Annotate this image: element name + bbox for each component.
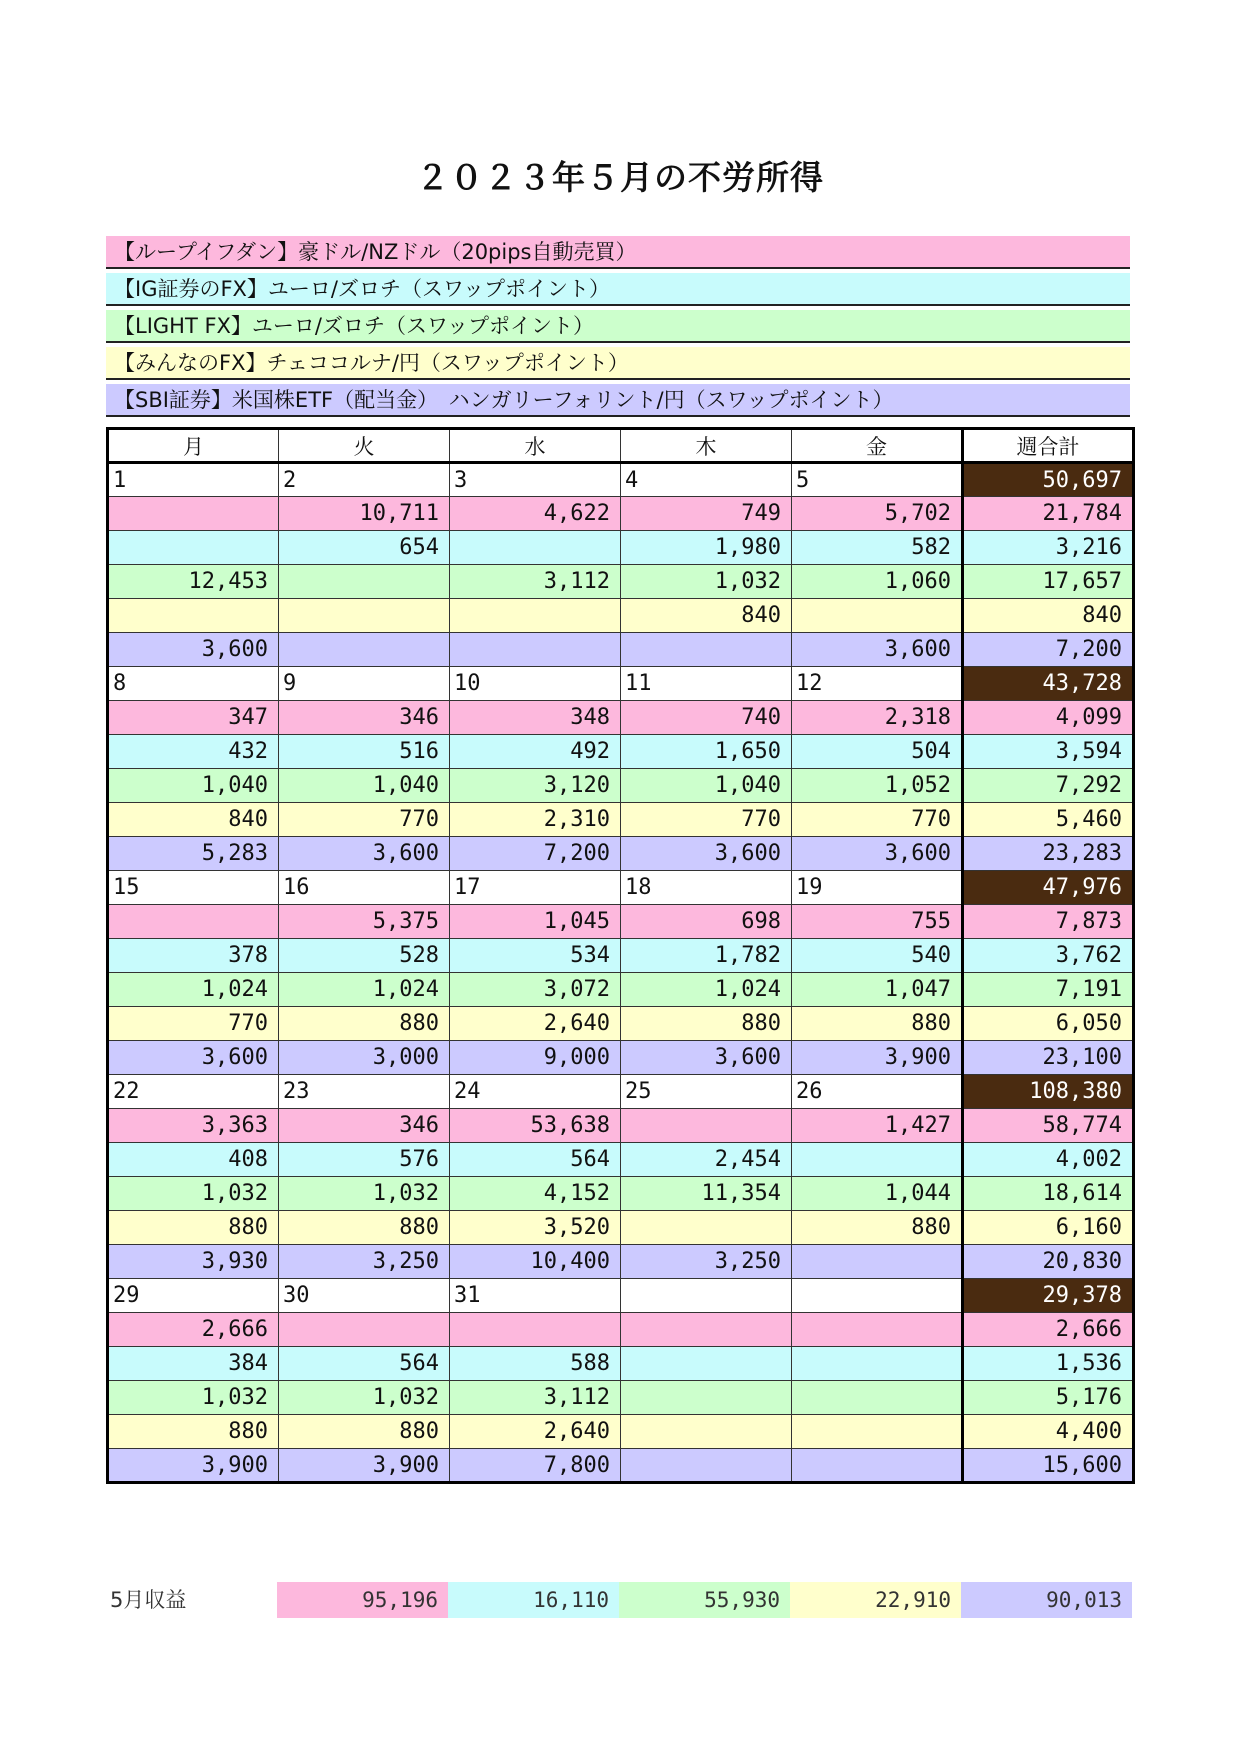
week-total-cell: 43,728 bbox=[963, 667, 1134, 701]
week-total-cell: 108,380 bbox=[963, 1075, 1134, 1109]
value-cell: 1,032 bbox=[279, 1177, 450, 1211]
row-total-cell: 7,292 bbox=[963, 769, 1134, 803]
value-cell: 880 bbox=[108, 1415, 279, 1449]
date-cell: 26 bbox=[792, 1075, 963, 1109]
date-cell: 2 bbox=[279, 463, 450, 497]
value-cell bbox=[450, 633, 621, 667]
row-total-cell: 21,784 bbox=[963, 497, 1134, 531]
date-cell: 9 bbox=[279, 667, 450, 701]
row-total-cell: 58,774 bbox=[963, 1109, 1134, 1143]
value-cell bbox=[792, 1347, 963, 1381]
row-total-cell: 6,160 bbox=[963, 1211, 1134, 1245]
week-total-cell: 29,378 bbox=[963, 1279, 1134, 1313]
date-cell: 16 bbox=[279, 871, 450, 905]
value-cell: 840 bbox=[108, 803, 279, 837]
value-cell: 2,454 bbox=[621, 1143, 792, 1177]
value-cell: 3,000 bbox=[279, 1041, 450, 1075]
value-cell: 5,702 bbox=[792, 497, 963, 531]
date-cell: 3 bbox=[450, 463, 621, 497]
income-calendar-table bbox=[106, 427, 1135, 1484]
date-cell: 24 bbox=[450, 1075, 621, 1109]
value-cell bbox=[450, 1313, 621, 1347]
value-cell bbox=[792, 1415, 963, 1449]
row-sbi bbox=[108, 837, 1134, 871]
value-cell: 3,600 bbox=[108, 633, 279, 667]
week-date-row bbox=[108, 871, 1134, 905]
date-cell: 19 bbox=[792, 871, 963, 905]
value-cell: 2,640 bbox=[450, 1007, 621, 1041]
row-total-cell: 5,176 bbox=[963, 1381, 1134, 1415]
row-minna-fx bbox=[108, 1007, 1134, 1041]
value-cell: 1,032 bbox=[279, 1381, 450, 1415]
row-total-cell: 23,100 bbox=[963, 1041, 1134, 1075]
value-cell: 2,640 bbox=[450, 1415, 621, 1449]
value-cell: 384 bbox=[108, 1347, 279, 1381]
value-cell: 698 bbox=[621, 905, 792, 939]
legend bbox=[106, 236, 1130, 421]
summary-sbi: 90,013 bbox=[961, 1582, 1132, 1618]
summary-minna-fx: 22,910 bbox=[790, 1582, 961, 1618]
row-total-cell: 1,536 bbox=[963, 1347, 1134, 1381]
row-ig-fx bbox=[108, 1143, 1134, 1177]
value-cell: 1,032 bbox=[108, 1177, 279, 1211]
value-cell: 12,453 bbox=[108, 565, 279, 599]
header-wed: 水 bbox=[450, 429, 621, 463]
value-cell: 4,622 bbox=[450, 497, 621, 531]
value-cell: 516 bbox=[279, 735, 450, 769]
date-cell: 17 bbox=[450, 871, 621, 905]
row-loop-ifdone bbox=[108, 905, 1134, 939]
value-cell: 770 bbox=[108, 1007, 279, 1041]
value-cell: 576 bbox=[279, 1143, 450, 1177]
date-cell: 8 bbox=[108, 667, 279, 701]
row-ig-fx bbox=[108, 531, 1134, 565]
value-cell bbox=[621, 1415, 792, 1449]
row-sbi bbox=[108, 1041, 1134, 1075]
value-cell bbox=[621, 1347, 792, 1381]
value-cell: 378 bbox=[108, 939, 279, 973]
value-cell: 1,427 bbox=[792, 1109, 963, 1143]
value-cell: 880 bbox=[792, 1211, 963, 1245]
row-minna-fx bbox=[108, 803, 1134, 837]
value-cell: 9,000 bbox=[450, 1041, 621, 1075]
value-cell: 582 bbox=[792, 531, 963, 565]
value-cell: 528 bbox=[279, 939, 450, 973]
value-cell: 880 bbox=[279, 1211, 450, 1245]
value-cell: 10,400 bbox=[450, 1245, 621, 1279]
value-cell: 7,800 bbox=[450, 1449, 621, 1483]
value-cell: 3,250 bbox=[621, 1245, 792, 1279]
value-cell: 2,318 bbox=[792, 701, 963, 735]
value-cell: 3,363 bbox=[108, 1109, 279, 1143]
value-cell: 540 bbox=[792, 939, 963, 973]
row-sbi bbox=[108, 1449, 1134, 1483]
row-loop-ifdone bbox=[108, 701, 1134, 735]
value-cell: 770 bbox=[792, 803, 963, 837]
value-cell: 3,600 bbox=[279, 837, 450, 871]
value-cell bbox=[279, 633, 450, 667]
legend-ig-fx: 【IG証券のFX】ユーロ/ズロチ（スワップポイント） bbox=[106, 273, 1130, 306]
row-total-cell: 15,600 bbox=[963, 1449, 1134, 1483]
header-row bbox=[108, 429, 1134, 463]
value-cell: 11,354 bbox=[621, 1177, 792, 1211]
value-cell: 1,032 bbox=[621, 565, 792, 599]
value-cell: 504 bbox=[792, 735, 963, 769]
value-cell bbox=[621, 633, 792, 667]
value-cell: 1,032 bbox=[108, 1381, 279, 1415]
value-cell bbox=[621, 1211, 792, 1245]
date-cell: 5 bbox=[792, 463, 963, 497]
value-cell: 432 bbox=[108, 735, 279, 769]
value-cell: 880 bbox=[279, 1415, 450, 1449]
row-total-cell: 23,283 bbox=[963, 837, 1134, 871]
date-cell: 15 bbox=[108, 871, 279, 905]
value-cell: 749 bbox=[621, 497, 792, 531]
value-cell: 346 bbox=[279, 701, 450, 735]
date-cell: 31 bbox=[450, 1279, 621, 1313]
value-cell bbox=[621, 1449, 792, 1483]
monthly-summary bbox=[106, 1582, 1132, 1618]
legend-minna-fx: 【みんなのFX】チェココルナ/円（スワップポイント） bbox=[106, 347, 1130, 380]
row-light-fx bbox=[108, 769, 1134, 803]
header-fri: 金 bbox=[792, 429, 963, 463]
value-cell: 770 bbox=[621, 803, 792, 837]
date-cell: 23 bbox=[279, 1075, 450, 1109]
row-total-cell: 840 bbox=[963, 599, 1134, 633]
row-sbi bbox=[108, 1245, 1134, 1279]
value-cell: 588 bbox=[450, 1347, 621, 1381]
value-cell bbox=[621, 1381, 792, 1415]
value-cell: 564 bbox=[450, 1143, 621, 1177]
value-cell: 1,980 bbox=[621, 531, 792, 565]
date-cell bbox=[621, 1279, 792, 1313]
date-cell: 18 bbox=[621, 871, 792, 905]
value-cell: 1,024 bbox=[621, 973, 792, 1007]
date-cell: 10 bbox=[450, 667, 621, 701]
value-cell: 654 bbox=[279, 531, 450, 565]
value-cell: 755 bbox=[792, 905, 963, 939]
value-cell: 3,112 bbox=[450, 1381, 621, 1415]
value-cell bbox=[450, 599, 621, 633]
value-cell: 1,024 bbox=[108, 973, 279, 1007]
value-cell: 3,600 bbox=[792, 633, 963, 667]
row-loop-ifdone bbox=[108, 497, 1134, 531]
value-cell: 1,650 bbox=[621, 735, 792, 769]
value-cell: 1,045 bbox=[450, 905, 621, 939]
row-total-cell: 7,873 bbox=[963, 905, 1134, 939]
value-cell: 3,900 bbox=[279, 1449, 450, 1483]
row-minna-fx bbox=[108, 1415, 1134, 1449]
summary-ig-fx: 16,110 bbox=[448, 1582, 619, 1618]
date-cell: 11 bbox=[621, 667, 792, 701]
header-mon: 月 bbox=[108, 429, 279, 463]
date-cell: 29 bbox=[108, 1279, 279, 1313]
summary-label: 5月収益 bbox=[110, 1588, 187, 1612]
row-total-cell: 6,050 bbox=[963, 1007, 1134, 1041]
date-cell bbox=[792, 1279, 963, 1313]
value-cell bbox=[792, 1381, 963, 1415]
value-cell: 3,600 bbox=[621, 1041, 792, 1075]
header-tue: 火 bbox=[279, 429, 450, 463]
row-total-cell: 18,614 bbox=[963, 1177, 1134, 1211]
value-cell bbox=[450, 531, 621, 565]
value-cell bbox=[621, 1313, 792, 1347]
value-cell: 346 bbox=[279, 1109, 450, 1143]
value-cell: 1,024 bbox=[279, 973, 450, 1007]
date-cell: 12 bbox=[792, 667, 963, 701]
value-cell bbox=[792, 599, 963, 633]
value-cell bbox=[279, 1313, 450, 1347]
value-cell bbox=[792, 1313, 963, 1347]
value-cell: 1,044 bbox=[792, 1177, 963, 1211]
row-total-cell: 7,200 bbox=[963, 633, 1134, 667]
header-week-total: 週合計 bbox=[963, 429, 1134, 463]
value-cell: 880 bbox=[279, 1007, 450, 1041]
value-cell bbox=[108, 905, 279, 939]
value-cell bbox=[792, 1143, 963, 1177]
value-cell: 3,900 bbox=[108, 1449, 279, 1483]
week-total-cell: 50,697 bbox=[963, 463, 1134, 497]
value-cell bbox=[792, 1245, 963, 1279]
value-cell: 740 bbox=[621, 701, 792, 735]
date-cell: 30 bbox=[279, 1279, 450, 1313]
row-light-fx bbox=[108, 973, 1134, 1007]
row-total-cell: 5,460 bbox=[963, 803, 1134, 837]
row-total-cell: 3,594 bbox=[963, 735, 1134, 769]
value-cell: 347 bbox=[108, 701, 279, 735]
row-light-fx bbox=[108, 1381, 1134, 1415]
week-date-row bbox=[108, 1279, 1134, 1313]
value-cell: 840 bbox=[621, 599, 792, 633]
value-cell: 3,900 bbox=[792, 1041, 963, 1075]
date-cell: 4 bbox=[621, 463, 792, 497]
value-cell bbox=[108, 599, 279, 633]
value-cell: 3,930 bbox=[108, 1245, 279, 1279]
value-cell: 3,112 bbox=[450, 565, 621, 599]
date-cell: 1 bbox=[108, 463, 279, 497]
summary-loop-ifdone: 95,196 bbox=[277, 1582, 448, 1618]
value-cell: 5,375 bbox=[279, 905, 450, 939]
value-cell: 1,060 bbox=[792, 565, 963, 599]
value-cell bbox=[108, 497, 279, 531]
row-minna-fx bbox=[108, 1211, 1134, 1245]
value-cell: 1,782 bbox=[621, 939, 792, 973]
value-cell bbox=[108, 531, 279, 565]
value-cell: 10,711 bbox=[279, 497, 450, 531]
row-total-cell: 4,099 bbox=[963, 701, 1134, 735]
week-date-row bbox=[108, 463, 1134, 497]
row-total-cell: 2,666 bbox=[963, 1313, 1134, 1347]
row-light-fx bbox=[108, 1177, 1134, 1211]
row-minna-fx bbox=[108, 599, 1134, 633]
value-cell: 3,520 bbox=[450, 1211, 621, 1245]
row-total-cell: 4,400 bbox=[963, 1415, 1134, 1449]
value-cell: 1,040 bbox=[279, 769, 450, 803]
summary-light-fx: 55,930 bbox=[619, 1582, 790, 1618]
value-cell: 1,040 bbox=[621, 769, 792, 803]
value-cell: 880 bbox=[621, 1007, 792, 1041]
legend-light-fx: 【LIGHT FX】ユーロ/ズロチ（スワップポイント） bbox=[106, 310, 1130, 343]
row-sbi bbox=[108, 633, 1134, 667]
value-cell: 348 bbox=[450, 701, 621, 735]
legend-sbi: 【SBI証券】米国株ETF（配当金） ハンガリーフォリント/円（スワップポイント） bbox=[106, 384, 1130, 417]
value-cell: 408 bbox=[108, 1143, 279, 1177]
value-cell: 3,600 bbox=[792, 837, 963, 871]
value-cell: 5,283 bbox=[108, 837, 279, 871]
week-date-row bbox=[108, 1075, 1134, 1109]
value-cell: 564 bbox=[279, 1347, 450, 1381]
value-cell: 3,250 bbox=[279, 1245, 450, 1279]
value-cell bbox=[792, 1449, 963, 1483]
value-cell: 880 bbox=[792, 1007, 963, 1041]
value-cell: 7,200 bbox=[450, 837, 621, 871]
row-loop-ifdone bbox=[108, 1313, 1134, 1347]
legend-loop-ifdone: 【ループイフダン】豪ドル/NZドル（20pips自動売買） bbox=[106, 236, 1130, 269]
value-cell: 880 bbox=[108, 1211, 279, 1245]
row-light-fx bbox=[108, 565, 1134, 599]
value-cell: 770 bbox=[279, 803, 450, 837]
week-total-cell: 47,976 bbox=[963, 871, 1134, 905]
value-cell: 3,120 bbox=[450, 769, 621, 803]
row-loop-ifdone bbox=[108, 1109, 1134, 1143]
page-title: ２０２３年５月の不労所得 bbox=[416, 158, 824, 197]
value-cell: 3,600 bbox=[621, 837, 792, 871]
row-ig-fx bbox=[108, 1347, 1134, 1381]
row-ig-fx bbox=[108, 735, 1134, 769]
row-total-cell: 3,216 bbox=[963, 531, 1134, 565]
value-cell: 2,310 bbox=[450, 803, 621, 837]
date-cell: 22 bbox=[108, 1075, 279, 1109]
row-total-cell: 3,762 bbox=[963, 939, 1134, 973]
week-date-row bbox=[108, 667, 1134, 701]
row-ig-fx bbox=[108, 939, 1134, 973]
value-cell: 1,052 bbox=[792, 769, 963, 803]
value-cell: 1,040 bbox=[108, 769, 279, 803]
row-total-cell: 7,191 bbox=[963, 973, 1134, 1007]
row-total-cell: 20,830 bbox=[963, 1245, 1134, 1279]
value-cell: 2,666 bbox=[108, 1313, 279, 1347]
value-cell: 3,072 bbox=[450, 973, 621, 1007]
value-cell bbox=[279, 599, 450, 633]
value-cell: 492 bbox=[450, 735, 621, 769]
value-cell bbox=[279, 565, 450, 599]
row-total-cell: 4,002 bbox=[963, 1143, 1134, 1177]
header-thu: 木 bbox=[621, 429, 792, 463]
value-cell bbox=[621, 1109, 792, 1143]
row-total-cell: 17,657 bbox=[963, 565, 1134, 599]
value-cell: 534 bbox=[450, 939, 621, 973]
date-cell: 25 bbox=[621, 1075, 792, 1109]
value-cell: 4,152 bbox=[450, 1177, 621, 1211]
value-cell: 3,600 bbox=[108, 1041, 279, 1075]
value-cell: 53,638 bbox=[450, 1109, 621, 1143]
value-cell: 1,047 bbox=[792, 973, 963, 1007]
